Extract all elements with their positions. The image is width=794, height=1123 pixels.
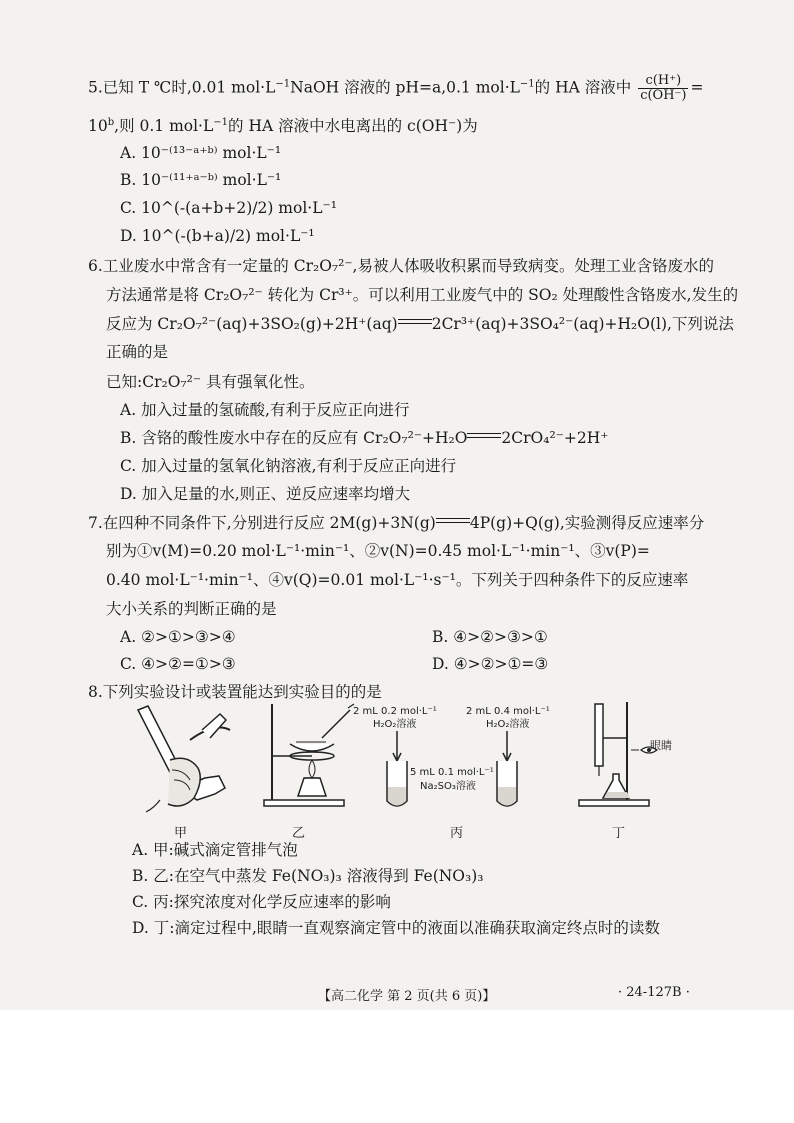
q6-line2: 方法通常是将 Cr₂O₇²⁻ 转化为 Cr³⁺。可以利用工业废气中的 SO₂ 处理酸性含铬废水,发生的: [106, 286, 739, 304]
figure-yi-evaporation: [260, 700, 355, 810]
q5-option-c: C. 10^(-(a+b+2)/2) mol·L⁻¹: [120, 199, 337, 217]
q5-option-b: B. 10⁻⁽¹¹⁺ᵃ⁻ᵇ⁾ mol·L⁻¹: [120, 171, 282, 189]
q7-option-d: D. ④>②>①=③: [432, 655, 549, 673]
q8-option-d: D. 丁:滴定过程中,眼睛一直观察滴定管中的液面以准确获取滴定终点时的读数: [132, 919, 660, 937]
reversible-arrow-icon: [398, 317, 432, 327]
q5-fraction: $\frac{c(H^+)}{c(OH^-)}$: [640, 73, 687, 103]
reversible-arrow-icon: [436, 516, 470, 526]
bing-right-solution: H₂O₂溶液: [486, 719, 530, 730]
figure-jia-burette-hand: [130, 700, 240, 815]
q7-option-a: A. ②>①>③>④: [120, 628, 236, 646]
q8-option-c: C. 丙:探究浓度对化学反应速率的影响: [132, 893, 391, 911]
q8-option-a: A. 甲:碱式滴定管排气泡: [132, 841, 298, 859]
figure-label-yi: 乙: [292, 826, 306, 841]
q7-line4: 大小关系的判断正确的是: [106, 600, 277, 618]
bing-tube-solution: Na₂SO₃溶液: [420, 781, 476, 792]
q5-option-a: A. 10⁻⁽¹³⁻ᵃ⁺ᵇ⁾ mol·L⁻¹: [120, 144, 282, 162]
figure-label-jia: 甲: [174, 826, 188, 841]
bing-left-conc: 2 mL 0.2 mol·L⁻¹: [353, 706, 437, 717]
reversible-arrow-icon: [467, 431, 501, 441]
ding-eye-label: 眼睛: [650, 739, 672, 752]
figure-label-bing: 丙: [450, 826, 464, 841]
q5-option-d: D. 10^(-(b+a)/2) mol·L⁻¹: [120, 227, 315, 245]
q7-option-b: B. ④>②>③>①: [432, 628, 548, 646]
q6-option-a: A. 加入过量的氢硫酸,有利于反应正向进行: [120, 401, 410, 419]
q6-line5: 已知:Cr₂O₇²⁻ 具有强氧化性。: [106, 373, 315, 391]
q7-line1: 7.在四种不同条件下,分别进行反应 2M(g)+3N(g) 4P(g)+Q(g),实验测得反应速率分: [88, 514, 705, 532]
bing-left-solution: H₂O₂溶液: [373, 719, 417, 730]
bing-right-conc: 2 mL 0.4 mol·L⁻¹: [466, 706, 550, 717]
q8-option-b: B. 乙:在空气中蒸发 Fe(NO₃)₃ 溶液得到 Fe(NO₃)₃: [132, 867, 484, 885]
q5-line1: 5.已知 T ℃时,0.01 $mol\cdot L^{-1}NaOH$ 溶液的 pH=a,0.1 $mol\cdot L^{-1}$的 HA 溶液中 $\frac{c(H^+)}{c(OH^-)}$ =: [88, 73, 704, 103]
page-footer-code: · 24-127B ·: [618, 985, 690, 1000]
q6-line3: 反应为 Cr₂O₇²⁻(aq)+3SO₂(g)+2H⁺(aq) 2Cr³⁺(aq)+3SO₄²⁻(aq)+H₂O(l),下列说法: [106, 315, 734, 333]
q6-option-d: D. 加入足量的水,则正、逆反应速率均增大: [120, 485, 411, 503]
q7-line2: 别为①v(M)=0.20 mol·L⁻¹·min⁻¹、②v(N)=0.45 mol·L⁻¹·min⁻¹、③v(P)=: [106, 542, 650, 560]
q6-option-c: C. 加入过量的氢氧化钠溶液,有利于反应正向进行: [120, 457, 457, 475]
figure-label-ding: 丁: [612, 826, 626, 841]
q5-line2: 10$^b$,则 0.1 $mol\cdot L^{-1}$的 HA 溶液中水电离出的 c(OH⁻)为: [88, 117, 478, 135]
figure-ding-titration: [575, 700, 665, 810]
bing-tube-conc: 5 mL 0.1 mol·L⁻¹: [410, 767, 494, 778]
page-footer-title: 【高二化学 第 2 页(共 6 页)】: [318, 989, 496, 1004]
q7-option-c: C. ④>②=①>③: [120, 655, 236, 673]
q8-stem: 8.下列实验设计或装置能达到实验目的的是: [88, 683, 382, 701]
q6-option-b: B. 含铬的酸性废水中存在的反应有 Cr₂O₇²⁻+H₂O 2CrO₄²⁻+2H⁺: [120, 429, 609, 447]
q6-line4: 正确的是: [106, 343, 169, 361]
q7-line3: 0.40 mol·L⁻¹·min⁻¹、④v(Q)=0.01 mol·L⁻¹·s⁻¹。下列关于四种条件下的反应速率: [106, 571, 689, 589]
figure-bing-test-tubes: [370, 731, 550, 811]
q6-line1: 6.工业废水中常含有一定量的 Cr₂O₇²⁻,易被人体吸收积累而导致病变。处理工业含铬废水的: [88, 257, 714, 275]
